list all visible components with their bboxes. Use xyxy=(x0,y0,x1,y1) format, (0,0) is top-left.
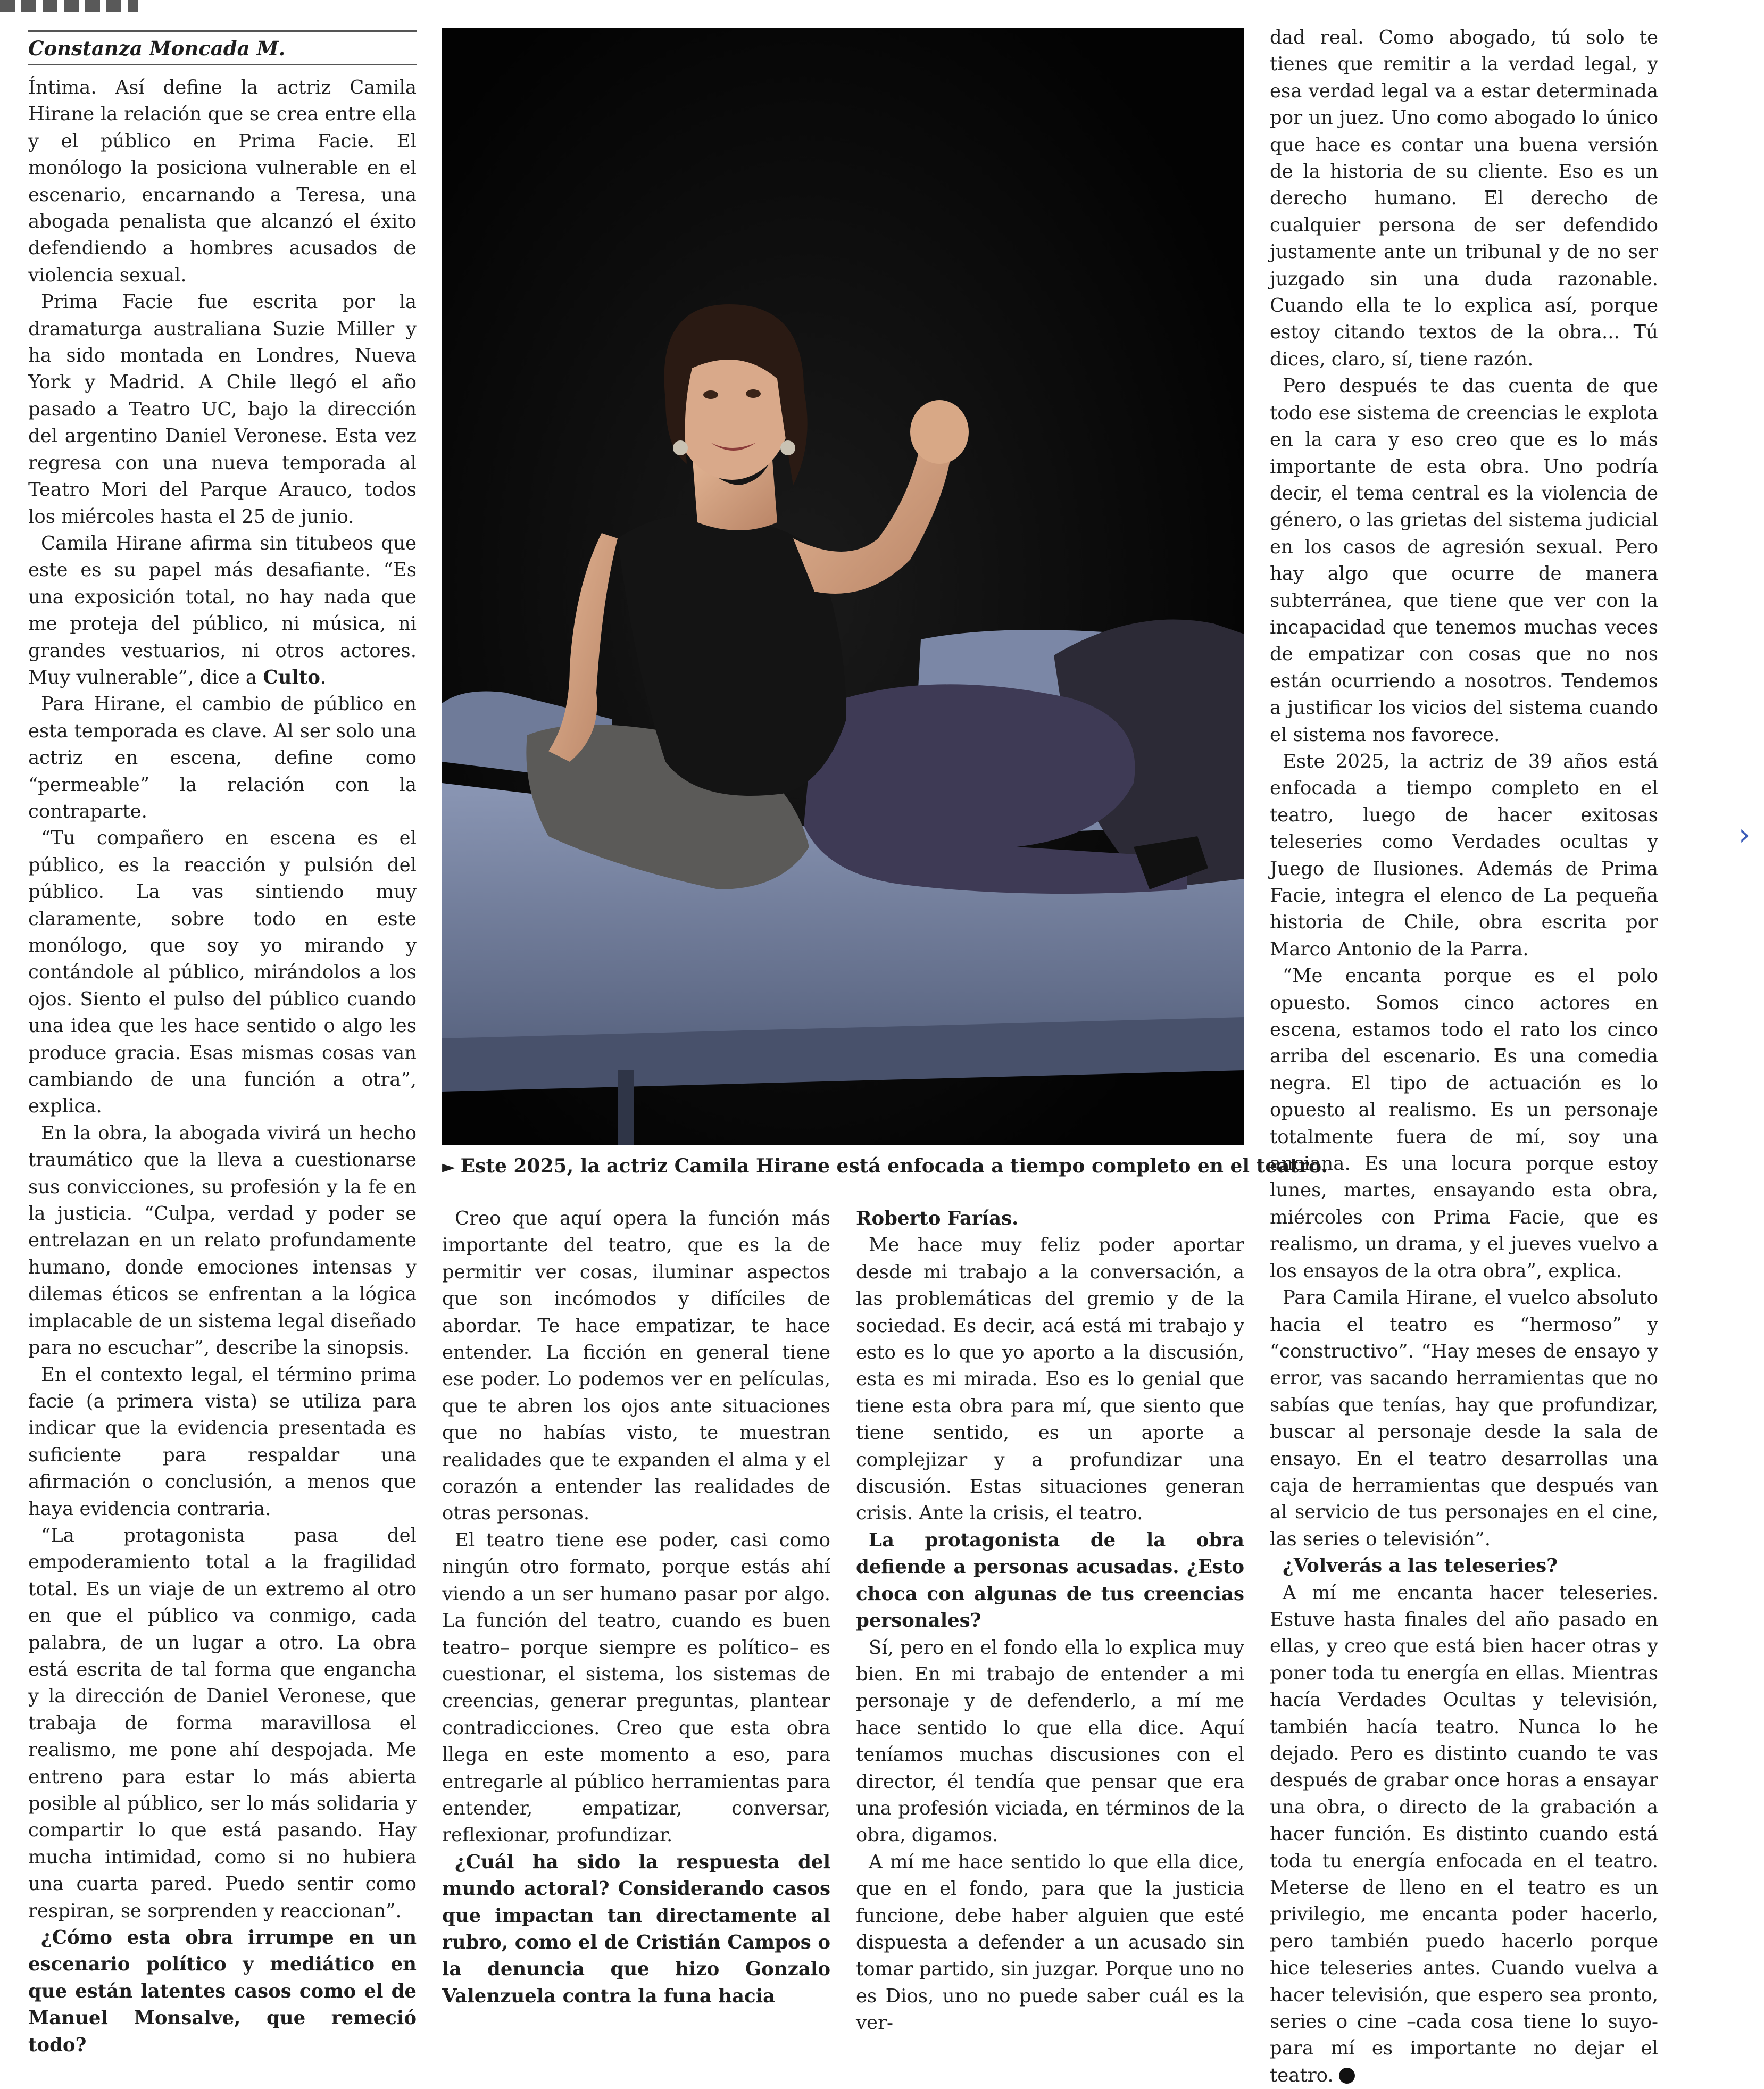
article-column-2 xyxy=(442,1205,830,2010)
interview-question-continuation: Roberto Farías. xyxy=(856,1208,1019,1229)
paragraph: Sí, pero en el fondo ella lo explica muy bien. En mi trabajo de entender a mi personaje y de defenderlo, a mí me hace sentido lo que ella dice. Aquí teníamos muchas discusiones con el director, él tendía que pensar que era una profesión viciada, en términos de la obra, digamos. xyxy=(856,1636,1244,1846)
cropped-headline-fragment xyxy=(0,0,138,12)
interview-question: La protagonista de la obra defiende a personas acusadas. ¿Esto choca con algunas de tus creencias personales? xyxy=(856,1529,1244,1632)
paragraph: En el contexto legal, el término prima facie (a primera vista) se utiliza para indicar que la evidencia presentada es suficiente para respaldar una afirmación o conclusión, a menos que haya evidencia contraria. xyxy=(28,1363,417,1520)
paragraph: “Tu compañero en escena es el público, es la reacción y pulsión del público. La vas sintiendo muy claramente, sobre todo en este monólogo, que soy yo mirando y contándole al público, mirándolos a los ojos. Siento el pulso del público cuando una idea que les hace sentido o algo les produce gracia. Esas mismas cosas van cambiando de una función a otra”, explica. xyxy=(28,827,417,1118)
paragraph: Creo que aquí opera la función más importante del teatro, que es la de permitir ver cosas, iluminar aspectos que son incómodos y difíciles de abordar. Te hace empatizar, te hace entender. La ficción en general tiene ese poder. Lo podemos ver en películas, que te abren los ojos ante situaciones que no habías visto, te muestran realidades que te expanden el alma y el corazón a entender las realidades de otras personas. xyxy=(442,1208,830,1525)
paragraph: En la obra, la abogada vivirá un hecho traumático que la lleva a cuestionarse sus convicciones, su profesión y la fe en la justicia. “Culpa, verdad y poder se entrelazan en un relato profundamente humano, donde emociones intensas y dilemas éticos se enfrentan a la lógica implacable de un sistema legal diseñado para no escuchar”, describe la sinopsis. xyxy=(28,1122,417,1359)
interview-question: ¿Cómo esta obra irrumpe en un escenario político y mediático en que están latentes casos como el de Manuel Monsalve, que remeció todo? xyxy=(28,1927,417,2056)
article-column-1 xyxy=(28,74,417,2059)
publication-name: Culto xyxy=(263,666,320,688)
paragraph-text: Camila Hirane afirma sin titubeos que este es su papel más desafiante. “Es una exposición total, no hay nada que me proteja del público, ni música, ni grandes vestuarios, ni otros actores. Muy vulnerable”, dice a xyxy=(28,532,417,688)
photo-caption-text: Este 2025, la actriz Camila Hirane está enfocada a tiempo completo en el teatro. xyxy=(460,1155,1328,1177)
interview-question: ¿Cuál ha sido la respuesta del mundo actoral? Considerando casos que impactan tan directamente al rubro, como el de Cristián Campos o la denuncia que hizo Gonzalo Valenzuela contra la funa hacia xyxy=(442,1851,830,2007)
black-dot-icon xyxy=(1339,2068,1355,2084)
photo-caption xyxy=(442,1153,1328,1179)
paragraph: A mí me hace sentido lo que ella dice, que en el fondo, para que la justicia funcione, debe haber alguien que esté dispuesta a defender a un acusado sin tomar partido, sin juzgar. Porque uno no es Dios, uno no puede saber cuál es la ver- xyxy=(856,1851,1244,2034)
paragraph: Me hace muy feliz poder aportar desde mi trabajo a la conversación, a las problemáticas del gremio y de la sociedad. Es decir, acá está mi trabajo y esto es lo que yo aporto a la discusión, esta es mi mirada. Eso es lo genial que tiene esta obra para mí, que siento que tiene sentido, es un aporte a complejizar y a profundizar una discusión. Estas situaciones generan crisis. Ante la crisis, el teatro. xyxy=(856,1234,1244,1525)
chevron-right-icon[interactable]: › xyxy=(1738,818,1751,852)
paragraph: El teatro tiene ese poder, casi como ningún otro formato, porque estás ahí viendo a un ser humano pasar por algo. La función del teatro, cuando es buen teatro– porque siempre es político– es cuestionar, el sistema, los sistemas de creencias, generar preguntas, plantear contradicciones. Creo que esta obra llega en este momento a eso, para entregarle al público herramientas para entender, empatizar, conversar, reflexionar, profundizar. xyxy=(442,1529,830,1846)
paragraph xyxy=(28,530,417,691)
paragraph: Para Hirane, el cambio de público en esta temporada es clave. Al ser solo una actriz en escena, define como “permeable” la relación con la contraparte. xyxy=(28,693,417,822)
paragraph: Íntima. Así define la actriz Camila Hirane la relación que se crea entre ella y el público en Prima Facie. El monólogo la posiciona vulnerable en el escenario, encarnando a Teresa, una abogada penalista que alcanzó el éxito defendiendo a hombres acusados de violencia sexual. xyxy=(28,77,417,286)
article-column-4 xyxy=(1270,24,1658,2089)
paragraph-text: . xyxy=(320,666,327,688)
actress-on-sofa-illustration xyxy=(442,28,1244,1145)
triangle-right-icon: ► xyxy=(442,1156,455,1177)
byline-bottom-rule xyxy=(28,64,417,65)
paragraph: “La protagonista pasa del empoderamiento total a la fragilidad total. Es un viaje de un extremo al otro en que el público va conmigo, cada palabra, de un lugar a otro. La obra está escrita de tal forma que engancha y la dirección de Daniel Veronese, que trabaja de forma maravillosa el realismo, me pone ahí despojada. Me entreno para estar lo más abierta posible al público, ser lo más solidaria y compartir lo que está pasando. Hay mucha intimidad, como si no hubiera una cuarta pared. Puedo sentir como respiran, se sorprenden y reaccionan”. xyxy=(28,1524,417,1922)
paragraph: Para Camila Hirane, el vuelco absoluto hacia el teatro es “hermoso” y “constructivo”. “Hay meses de ensayo y error, vas sacando herramientas que no sabías que tenías, hay que profundizar, buscar al personaje desde la sala de ensayo. En el teatro desarrollas una caja de herramientas que después van al servicio de tus personajes en el cine, las series o televisión”. xyxy=(1270,1287,1658,1550)
paragraph: Pero después te das cuenta de que todo ese sistema de creencias le explota en la cara y eso creo que es lo más importante de esta obra. Uno podría decir, el tema central es la violencia de género, o las grietas del sistema judicial en los casos de agresión sexual. Pero hay algo que ocurre de manera subterránea, que tiene que ver con la incapacidad que tenemos muchas veces de empatizar con cosas que no nos están ocurriendo a nosotros. Tendemos a justificar los vicios del sistema cuando el sistema nos favorece. xyxy=(1270,375,1658,746)
paragraph xyxy=(1270,1580,1658,2089)
article-photo xyxy=(442,28,1244,1145)
byline-top-rule xyxy=(28,30,417,32)
paragraph: Prima Facie fue escrita por la dramaturga australiana Suzie Miller y ha sido montada en Londres, Nueva York y Madrid. A Chile llegó el año pasado a Teatro UC, bajo la dirección del argentino Daniel Veronese. Esta vez regresa con una nueva temporada al Teatro Mori del Parque Arauco, todos los miércoles hasta el 25 de junio. xyxy=(28,291,417,528)
byline: Constanza Moncada M. xyxy=(28,37,286,60)
paragraph-text: A mí me encanta hacer teleseries. Estuve hasta finales del año pasado en ellas, y creo que está bien hacer otras y poner toda tu energía en ellas. Mientras hacía Verdades Ocultas y televisión, también hacía teatro. Nunca lo he dejado. Pero es distinto cuando te vas después de grabar once horas a ensayar una obra, o directo de la grabación a hacer función. Es distinto cuando está toda tu energía enfocada en el teatro. Meterse de lleno en el teatro es un privilegio, me encanta poder hacerlo, pero también puedo hacerlo porque hice teleseries antes. Cuando vuelva a hacer televisión, que espero sea pronto, series o cine –cada cosa tiene lo suyo-para mí es importante no dejar el teatro. xyxy=(1270,1582,1658,2086)
paragraph: dad real. Como abogado, tú solo te tienes que remitir a la verdad legal, y esa verdad legal va a estar determinada por un juez. Uno como abogado lo único que hace es contar una buena versión de la historia de su cliente. Eso es un derecho humano. El derecho de cualquier persona de ser defendido justamente ante un tribunal y de no ser juzgado sin una duda razonable. Cuando ella te lo explica así, porque estoy citando textos de la obra... Tú dices, claro, sí, tiene razón. xyxy=(1270,27,1658,370)
paragraph: Este 2025, la actriz de 39 años está enfocada a tiempo completo en el teatro, luego de hacer exitosas teleseries como Verdades ocultas y Juego de Ilusiones. Además de Prima Facie, integra el elenco de La pequeña historia de Chile, obra escrita por Marco Antonio de la Parra. xyxy=(1270,750,1658,960)
interview-question: ¿Volverás a las teleseries? xyxy=(1283,1555,1558,1577)
paragraph: “Me encanta porque es el polo opuesto. Somos cinco actores en escena, estamos todo el rato los cinco arriba del escenario. Es una comedia negra. El tipo de actuación es lo opuesto al realismo. Es un personaje totalmente fuera de mí, soy una anciana. Es una locura porque estoy lunes, martes, ensayando esta obra, miércoles con Prima Facie, que es realismo, un drama, y el jueves vuelvo a los ensayos de la otra obra”, explica. xyxy=(1270,965,1658,1282)
article-column-3 xyxy=(856,1205,1244,2037)
